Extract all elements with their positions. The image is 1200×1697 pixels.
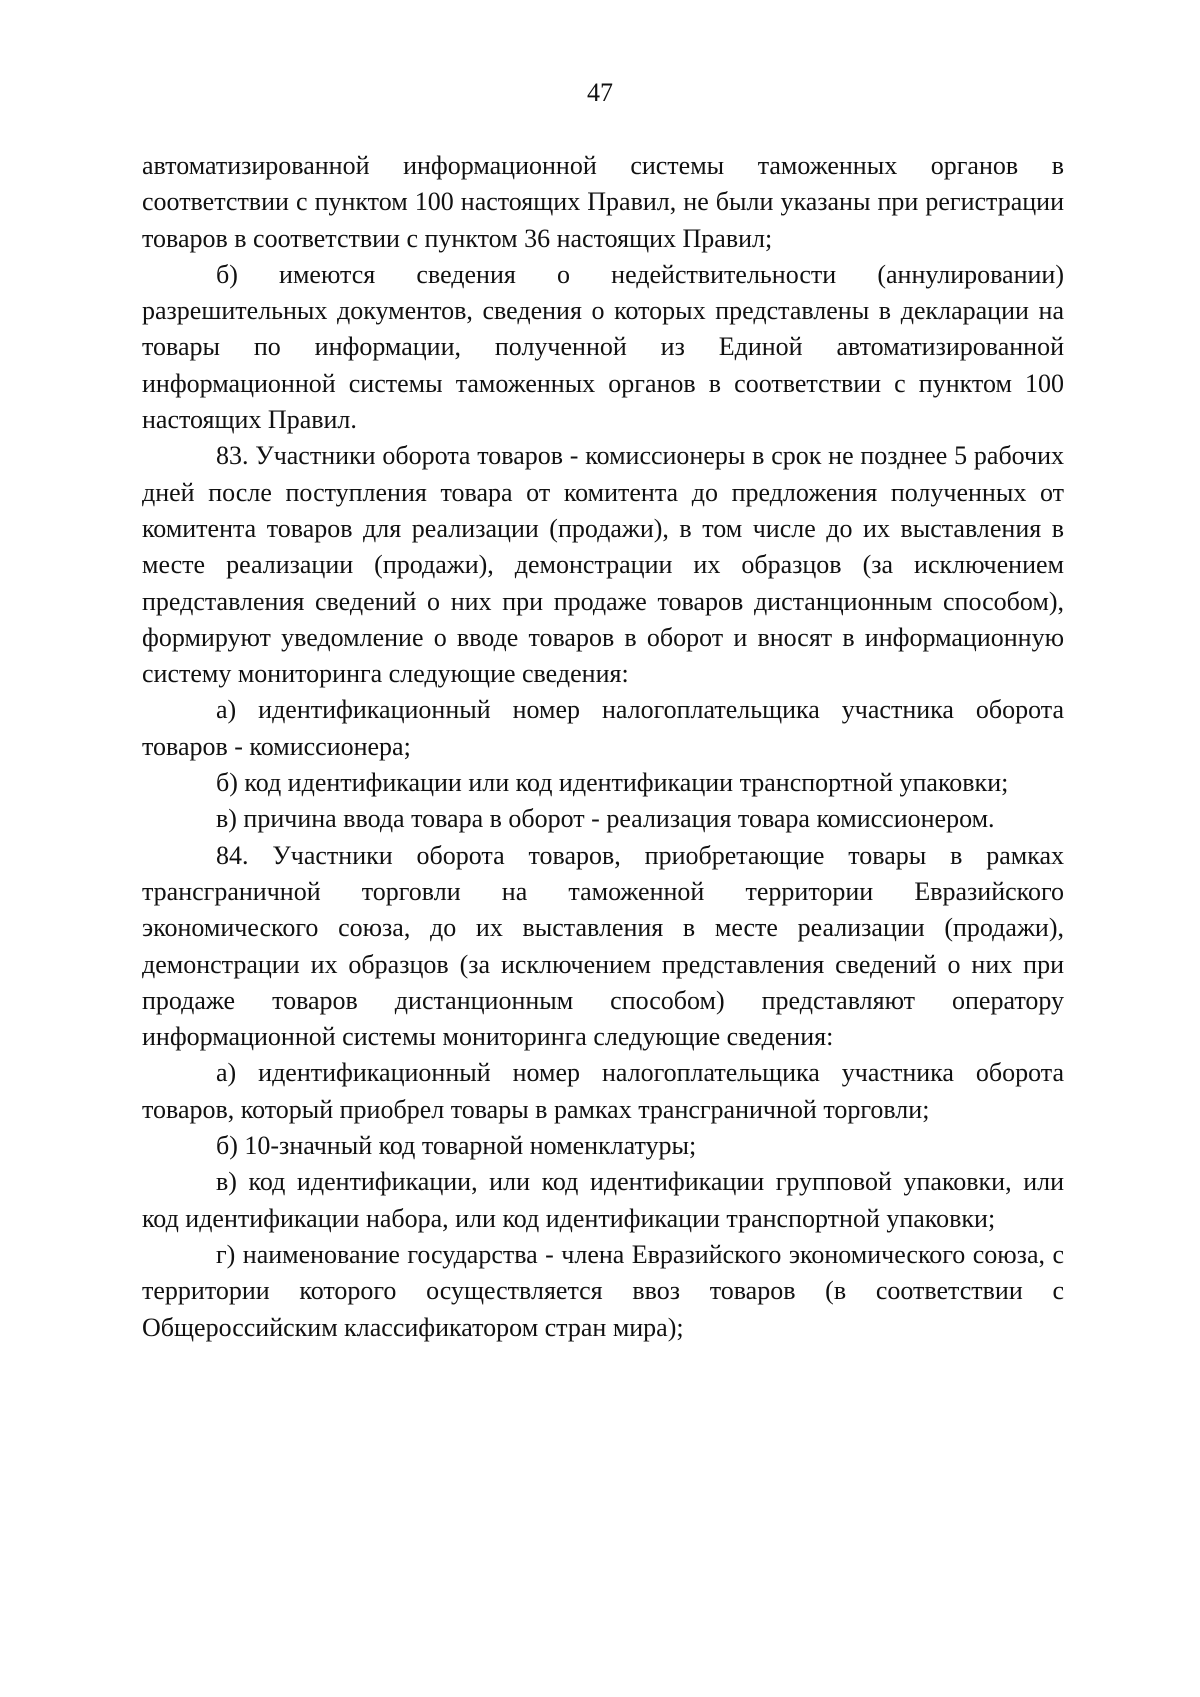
paragraph-item-b-invalid-permits: б) имеются сведения о недействительности (аннулировании) разрешительных документов, сведения о которых представлены в декларации на товары по информации, полученной из Единой автоматизированной информационной системы таможенных органов в соответствии с пунктом 100 настоящих Правил.: [142, 259, 1064, 435]
page-number: 47: [587, 78, 613, 107]
paragraph-84-item-d: г) наименование государства - члена Евразийского экономического союза, с территории которого осуществляется ввоз товаров (в соответствии с Общероссийским классификатором стран мира);: [142, 1239, 1064, 1342]
paragraph-84-item-c: в) код идентификации, или код идентификации групповой упаковки, или код идентификации набора, или код идентификации транспортной упаковки;: [142, 1167, 1064, 1233]
paragraph-84-item-b: б) 10-значный код товарной номенклатуры;: [216, 1131, 697, 1161]
paragraph-83: 83. Участники оборота товаров - комиссионеры в срок не позднее 5 рабочих дней после поступления товара от комитента до предложения полученных от комитента товаров для реализации (продажи), в том числе до их выставления в месте реализации (продажи), демонстрации их образцов (за исключением представления сведений о них при продаже товаров дистанционным способом), формируют уведомление о вводе товаров в оборот и вносят в информационную систему мониторинга следующие сведения:: [142, 441, 1064, 689]
paragraph-83-item-a: а) идентификационный номер налогоплательщика участника оборота товаров - комиссионера;: [142, 695, 1064, 761]
paragraph-83-item-b: б) код идентификации или код идентификации транспортной упаковки;: [216, 768, 1009, 798]
paragraph-83-item-c: в) причина ввода товара в оборот - реализация товара комиссионером.: [216, 804, 995, 834]
paragraph-84-item-a: а) идентификационный номер налогоплательщика участника оборота товаров, который приобрел товары в рамках трансграничной торговли;: [142, 1058, 1064, 1124]
paragraph-84: 84. Участники оборота товаров, приобретающие товары в рамках трансграничной торговли на таможенной территории Евразийского экономического союза, до их выставления в месте реализации (продажи), демонстрации их образцов (за исключением представления сведений о них при продаже товаров дистанционным способом) представляют оператору информационной системы мониторинга следующие сведения:: [142, 840, 1064, 1052]
paragraph-continuation: автоматизированной информационной системы таможенных органов в соответствии с пунктом 100 настоящих Правил, не были указаны при регистрации товаров в соответствии с пунктом 36 настоящих Правил;: [142, 151, 1064, 253]
document-body: [142, 148, 1064, 1346]
